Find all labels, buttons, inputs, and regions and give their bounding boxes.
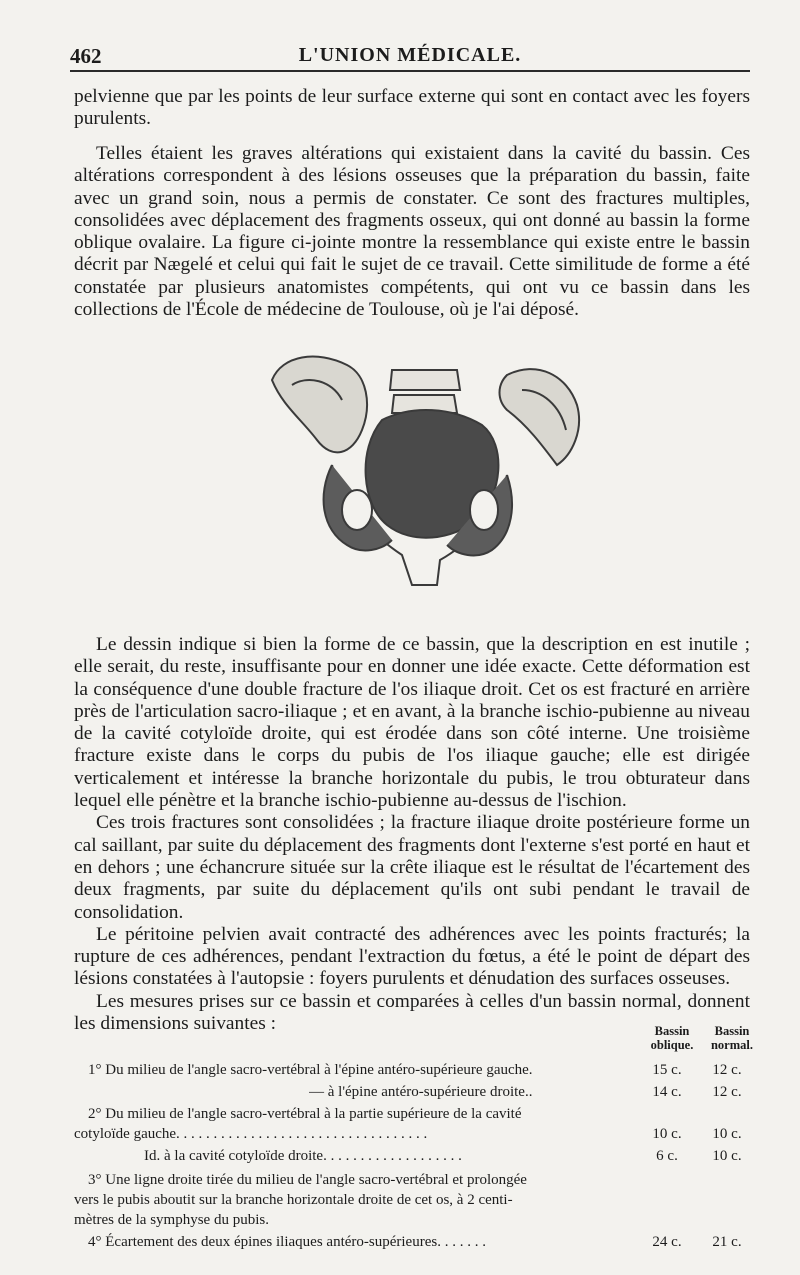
- table-row: [74, 1082, 754, 1104]
- page-number: 462: [70, 44, 102, 68]
- row-label: mètres de la symphyse du pubis.: [74, 1212, 269, 1228]
- paragraph: Ces trois fractures sont consolidées ; la fracture iliaque droite postérieure forme un cal saillant, par suite du déplacement des fragments dont l'externe s'est porté en haut et en dehors ; une échancrure située sur la crête iliaque est le résultat de l'écartement des deux fragments, par suite du déplacement qu'ils ont subi pendant le travail de consolidation.: [74, 812, 750, 923]
- row-label: Id. à la cavité cotyloïde droite. . . . . . . . . . . . . . . . . . .: [144, 1148, 462, 1164]
- paragraph: Le péritoine pelvien avait contracté des adhérences avec les points fracturés; la rupture de ces adhérences, pendant l'extraction du fœtus, a été le point de départ des lésions constatées à l'autopsie : foyers purulents et dénudation des surfaces osseuses.: [74, 923, 750, 990]
- paragraph: Telles étaient les graves altérations qui existaient dans la cavité du bassin. Ces altérations correspondent à des lésions osseuses que la préparation du bassin, faite avec un grand soin, nous a permis de constater. Ce sont des fractures multiples, consolidées avec déplacement des fragments osseux, qui ont donné au bassin la forme oblique ovalaire. La figure ci-jointe montre la ressemblance qui existe entre le bassin décrit par Nægelé et celui qui fait le sujet de ce travail. Cette similitude de forme a été constatée par plusieurs anatomistes compétents, qui ont vu ce bassin dans les collections de l'École de médecine de Toulouse, où je l'ai déposé.: [74, 143, 750, 321]
- table-row: [74, 1124, 754, 1146]
- text-block-bottom: [74, 634, 750, 1035]
- value-normal: 12 c.: [712, 1062, 742, 1078]
- paragraph: Les mesures prises sur ce bassin et comparées à celles d'un bassin normal, donnent les dimensions suivantes :: [74, 990, 750, 1035]
- row-label: — à l'épine antéro-supérieure droite..: [309, 1084, 533, 1100]
- table-row: [74, 1232, 754, 1254]
- row-label: cotyloïde gauche. . . . . . . . . . . . . . . . . . . . . . . . . . . . . . . . . .: [74, 1126, 428, 1142]
- table-row: [74, 1210, 754, 1232]
- value-normal: 21 c.: [712, 1234, 742, 1250]
- column-header-line: Bassin: [654, 1024, 690, 1038]
- table-row: [74, 1170, 754, 1192]
- page-header: [70, 42, 750, 72]
- paragraph: Le dessin indique si bien la forme de ce bassin, que la description en est inutile ; elle serait, du reste, insuffisante pour en donner une idée exacte. Cette déformation est la conséquence d'une double fracture de l'os iliaque droit. Cet os est fracturé en arrière près de l'articulation sacro-iliaque ; et en avant, à la branche ischio-pubienne au niveau de la cavité cotyloïde droite, qui est érodée dans son côté interne. Une troisième fracture existe dans le corps du pubis de l'os iliaque gauche; elle est dirigée verticalement et intéresse la branche horizontale du pubis, le trou obturateur dans lequel elle pénètre et la branche ischio-pubienne au-dessus de l'ischion.: [74, 634, 750, 812]
- row-label: 3° Une ligne droite tirée du milieu de l'angle sacro-vertébral et prolongée: [88, 1172, 527, 1188]
- row-label: 1° Du milieu de l'angle sacro-vertébral à l'épine antéro-supérieure gauche.: [88, 1062, 533, 1078]
- table-row: [74, 1190, 754, 1212]
- table-row: [74, 1060, 754, 1082]
- row-label: vers le pubis aboutit sur la branche horizontale droite de cet os, à 2 centi-: [74, 1192, 513, 1208]
- text-block-top: [74, 86, 750, 131]
- value-oblique: 24 c.: [652, 1234, 682, 1250]
- column-header-normal: [702, 1024, 762, 1052]
- value-oblique: 15 c.: [652, 1062, 682, 1078]
- row-label: 4° Écartement des deux épines iliaques antéro-supérieures. . . . . . .: [88, 1234, 486, 1250]
- paragraph: pelvienne que par les points de leur surface externe qui sont en contact avec les foyers purulents.: [74, 86, 750, 130]
- running-head: L'UNION MÉDICALE.: [298, 44, 522, 66]
- value-normal: 10 c.: [712, 1148, 742, 1164]
- column-header-line: normal.: [710, 1038, 753, 1052]
- column-header-line: oblique.: [650, 1038, 694, 1052]
- text-block-top-2: [74, 143, 750, 321]
- table-row: [74, 1104, 754, 1126]
- value-oblique: 10 c.: [652, 1126, 682, 1142]
- column-header-oblique: [642, 1024, 702, 1052]
- value-oblique: 6 c.: [656, 1148, 678, 1164]
- value-oblique: 14 c.: [652, 1084, 682, 1100]
- pelvis-illustration: [262, 345, 592, 600]
- row-label: 2° Du milieu de l'angle sacro-vertébral à la partie supérieure de la cavité: [88, 1106, 522, 1122]
- table-row: [74, 1146, 754, 1168]
- column-header-line: Bassin: [714, 1024, 750, 1038]
- value-normal: 12 c.: [712, 1084, 742, 1100]
- value-normal: 10 c.: [712, 1126, 742, 1142]
